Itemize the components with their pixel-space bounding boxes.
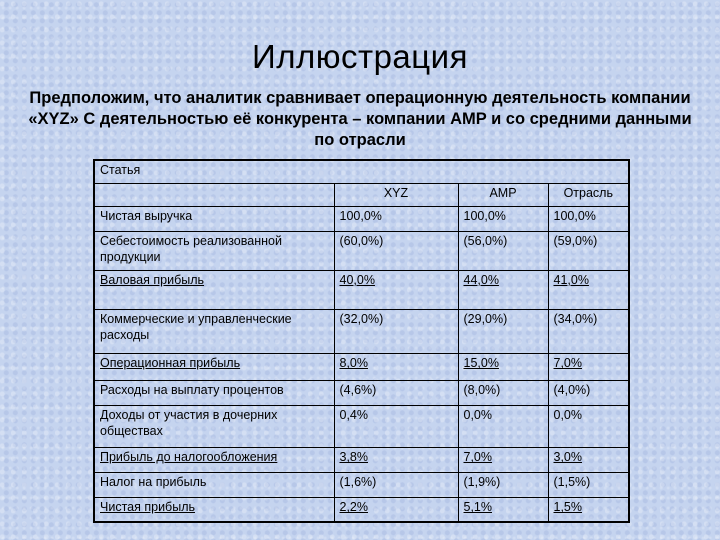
row-label: Прибыль до налогообложения xyxy=(94,448,334,473)
value-cell-xyz: (4,6%) xyxy=(334,380,458,405)
header-row-columns xyxy=(94,184,629,207)
value-cell-xyz: 2,2% xyxy=(334,498,458,522)
value-cell-industry: 3,0% xyxy=(548,448,629,473)
table-row xyxy=(94,473,629,498)
value-cell-industry: 7,0% xyxy=(548,354,629,380)
value-cell-amp: 5,1% xyxy=(458,498,548,522)
value-cell-industry: 41,0% xyxy=(548,271,629,310)
row-label: Себестоимость реализованной продукции xyxy=(94,232,334,271)
value-cell-industry: 0,0% xyxy=(548,405,629,448)
value-cell-industry: (4,0%) xyxy=(548,380,629,405)
table-row xyxy=(94,354,629,380)
slide-title: Иллюстрация xyxy=(251,38,468,75)
row-label: Налог на прибыль xyxy=(94,473,334,498)
value-cell-xyz: (1,6%) xyxy=(334,473,458,498)
value-cell-amp: 7,0% xyxy=(458,448,548,473)
table-row xyxy=(94,309,629,354)
row-label: Коммерческие и управленческие расходы xyxy=(94,309,334,354)
value-cell-xyz: (60,0%) xyxy=(334,232,458,271)
value-cell-xyz: 8,0% xyxy=(334,354,458,380)
header-row-statya xyxy=(94,160,629,184)
value-cell-industry: 100,0% xyxy=(548,207,629,232)
value-cell-xyz: 3,8% xyxy=(334,448,458,473)
table-row xyxy=(94,405,629,448)
financial-comparison-table xyxy=(93,159,630,523)
value-cell-industry: (34,0%) xyxy=(548,309,629,354)
value-cell-amp: 15,0% xyxy=(458,354,548,380)
row-label: Чистая прибыль xyxy=(94,498,334,522)
value-cell-xyz: 100,0% xyxy=(334,207,458,232)
row-label: Валовая прибыль xyxy=(94,271,334,310)
value-cell-xyz: 0,4% xyxy=(334,405,458,448)
value-cell-industry: (1,5%) xyxy=(548,473,629,498)
value-cell-xyz: (32,0%) xyxy=(334,309,458,354)
slide-subtitle: Предположим, что аналитик сравнивает операционную деятельность компании «XYZ» С деятельностью её конкурента – компании AMP и со средними данными по отрасли xyxy=(28,89,692,149)
column-header-amp: AMP xyxy=(458,184,548,207)
row-label: Операционная прибыль xyxy=(94,354,334,380)
table-row xyxy=(94,271,629,310)
corner-header: Статья xyxy=(94,160,629,184)
value-cell-amp: (56,0%) xyxy=(458,232,548,271)
table-row xyxy=(94,207,629,232)
value-cell-amp: (29,0%) xyxy=(458,309,548,354)
table-row xyxy=(94,232,629,271)
row-label: Расходы на выплату процентов xyxy=(94,380,334,405)
table-row xyxy=(94,498,629,522)
value-cell-amp: (8,0%) xyxy=(458,380,548,405)
row-label: Доходы от участия в дочерних обществах xyxy=(94,405,334,448)
header-empty-cell xyxy=(94,184,334,207)
value-cell-amp: (1,9%) xyxy=(458,473,548,498)
value-cell-industry: (59,0%) xyxy=(548,232,629,271)
value-cell-amp: 0,0% xyxy=(458,405,548,448)
value-cell-amp: 100,0% xyxy=(458,207,548,232)
column-header-xyz: XYZ xyxy=(334,184,458,207)
value-cell-industry: 1,5% xyxy=(548,498,629,522)
value-cell-xyz: 40,0% xyxy=(334,271,458,310)
value-cell-amp: 44,0% xyxy=(458,271,548,310)
table-row xyxy=(94,380,629,405)
table-row xyxy=(94,448,629,473)
row-label: Чистая выручка xyxy=(94,207,334,232)
column-header-industry: Отрасль xyxy=(548,184,629,207)
